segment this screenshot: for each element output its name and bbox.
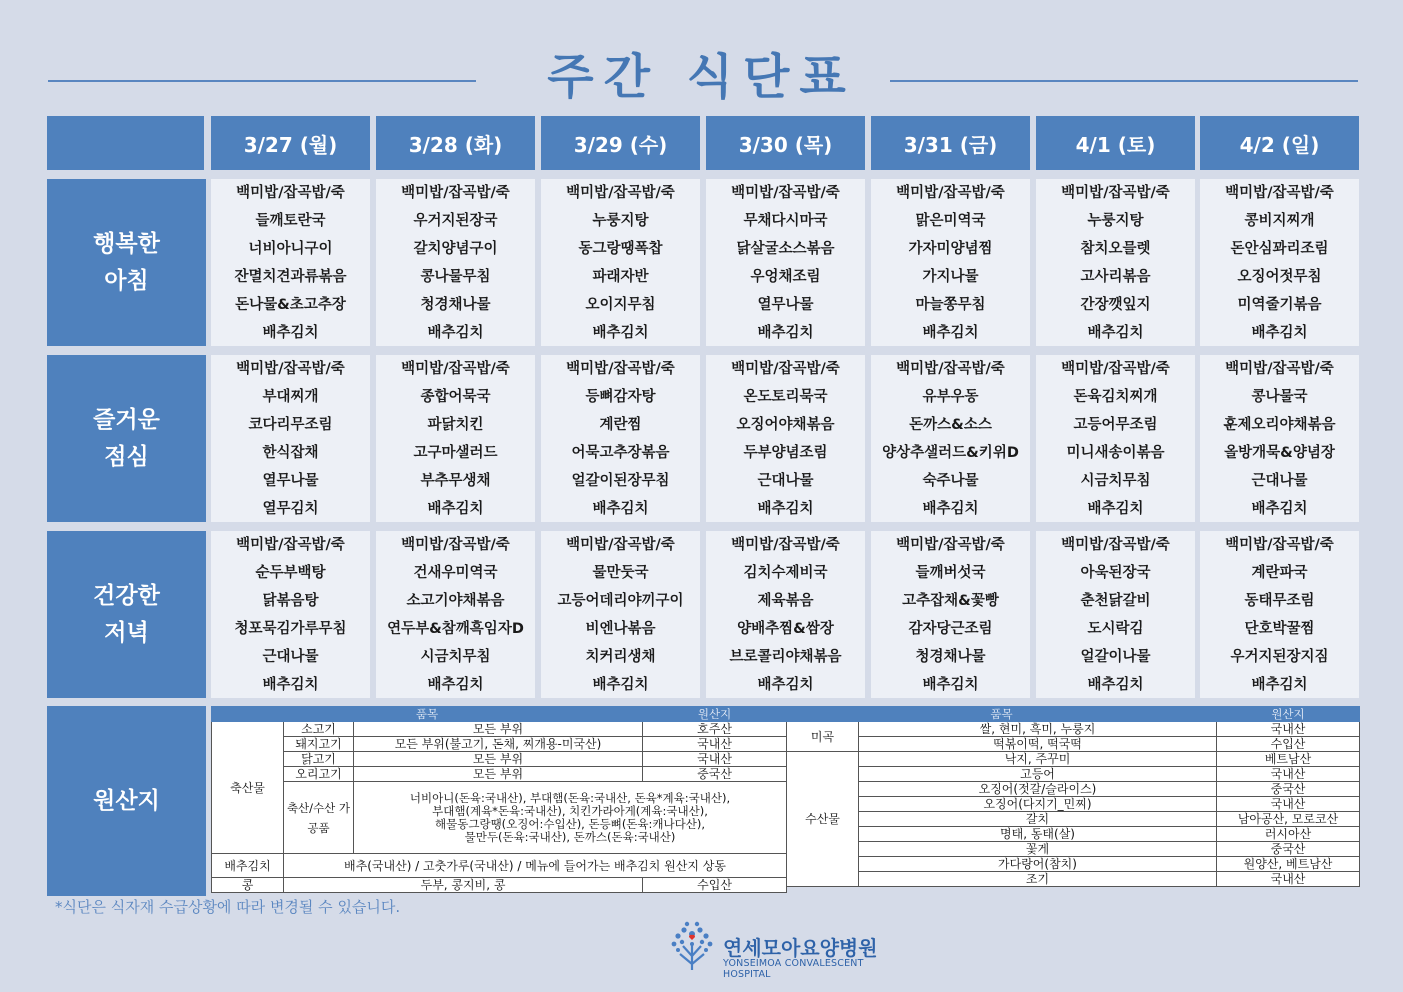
menu-item: 백미밥/잡곡밥/죽 — [1225, 185, 1334, 201]
menu-item: 돈육김치찌개 — [1073, 389, 1158, 405]
origin-country: 국내산 — [643, 737, 787, 752]
menu-item: 제육볶음 — [757, 593, 814, 609]
menu-item: 열무김치 — [262, 501, 319, 517]
meal-cell — [541, 179, 700, 346]
menu-item: 배추김치 — [1087, 677, 1144, 693]
origin-item: 갈치 — [859, 812, 1217, 827]
menu-item: 닭살굴소스볶음 — [736, 241, 835, 257]
menu-item: 우거지된장국 — [413, 213, 498, 229]
origin-country: 중국산 — [643, 767, 787, 782]
menu-item: 배추김치 — [1251, 501, 1308, 517]
menu-item: 두부양념조림 — [743, 445, 828, 461]
menu-item: 무채다시마국 — [743, 213, 828, 229]
menu-item: 닭볶음탕 — [262, 593, 319, 609]
origin-country: 러시아산 — [1217, 827, 1360, 842]
menu-item: 돈까스&소스 — [909, 417, 992, 433]
menu-item: 고구마샐러드 — [413, 445, 498, 461]
menu-item: 백미밥/잡곡밥/죽 — [236, 185, 345, 201]
menu-item: 훈제오리야채볶음 — [1223, 417, 1336, 433]
menu-item: 올방개묵&양념장 — [1224, 445, 1335, 461]
origin-item: 조기 — [859, 872, 1217, 887]
menu-item: 배추김치 — [757, 325, 814, 341]
meal-cell — [871, 355, 1030, 522]
kimchi-origin: 배추(국내산) / 고춧가루(국내산) / 메뉴에 들어가는 배추김치 원산지 상동 — [284, 854, 787, 878]
menu-item: 맑은미역국 — [915, 213, 986, 229]
menu-item: 근대나물 — [1251, 473, 1308, 489]
menu-item: 도시락김 — [1087, 621, 1144, 637]
menu-item: 계란파국 — [1251, 565, 1308, 581]
title-divider-left — [48, 80, 476, 82]
livestock-category: 축산물 — [212, 722, 284, 854]
menu-item: 백미밥/잡곡밥/죽 — [566, 361, 675, 377]
menu-item: 고사리볶음 — [1080, 269, 1151, 285]
meal-cell — [376, 531, 535, 698]
menu-item: 간장깻잎지 — [1080, 297, 1151, 313]
menu-item: 배추김치 — [427, 501, 484, 517]
day-header: 4/1 (토) — [1036, 116, 1195, 170]
menu-item: 청포묵김가루무침 — [234, 621, 347, 637]
origin-cat: 오리고기 — [284, 767, 354, 782]
meal-cell — [541, 531, 700, 698]
meal-cell — [1036, 355, 1195, 522]
processed-items — [354, 782, 787, 854]
menu-item: 가자미양념찜 — [908, 241, 993, 257]
menu-item: 치커리생채 — [585, 649, 656, 665]
corner-header — [47, 116, 204, 170]
meal-cell — [541, 355, 700, 522]
menu-item: 오이지무침 — [585, 297, 656, 313]
menu-item: 숙주나물 — [922, 473, 979, 489]
menu-item: 참치오믈렛 — [1080, 241, 1151, 257]
menu-item: 고등어데리야끼구이 — [557, 593, 684, 609]
menu-item: 콩나물무침 — [420, 269, 491, 285]
processed-line: 해물동그랑땡(오징어:수입산), 돈등뼈(돈육:캐나다산), — [435, 816, 705, 831]
origin-country: 국내산 — [643, 752, 787, 767]
menu-item: 물만둣국 — [592, 565, 649, 581]
meal-label-line: 아침 — [104, 267, 149, 294]
menu-item: 코다리무조림 — [248, 417, 333, 433]
menu-item: 백미밥/잡곡밥/죽 — [566, 185, 675, 201]
origin-table-livestock — [211, 706, 787, 893]
menu-item: 계란찜 — [599, 417, 642, 433]
kimchi-category: 배추김치 — [212, 854, 284, 878]
menu-item: 어묵고추장볶음 — [571, 445, 670, 461]
menu-item: 시금치무침 — [1080, 473, 1151, 489]
origin-cat: 소고기 — [284, 722, 354, 737]
menu-item: 미니새송이볶음 — [1066, 445, 1165, 461]
menu-item: 온도토리묵국 — [743, 389, 828, 405]
menu-item: 오징어젓무침 — [1237, 269, 1322, 285]
menu-item: 배추김치 — [592, 677, 649, 693]
meal-cell — [1200, 531, 1359, 698]
meal-cell — [1200, 179, 1359, 346]
origin-label: 원산지 — [47, 706, 206, 896]
origin-item: 고등어 — [859, 767, 1217, 782]
menu-item: 순두부백탕 — [255, 565, 326, 581]
origin-cat: 닭고기 — [284, 752, 354, 767]
menu-item: 갈치양념구이 — [413, 241, 498, 257]
menu-item: 배추김치 — [262, 325, 319, 341]
menu-item: 감자당근조림 — [908, 621, 993, 637]
menu-item: 등뼈감자탕 — [585, 389, 656, 405]
menu-item: 백미밥/잡곡밥/죽 — [401, 537, 510, 553]
menu-item: 들깨토란국 — [255, 213, 326, 229]
origin-table-grain-seafood — [786, 706, 1360, 887]
meal-cell — [706, 179, 865, 346]
menu-item: 고추잡채&꽃빵 — [902, 593, 999, 609]
meal-cell — [211, 531, 370, 698]
menu-item: 배추김치 — [1251, 677, 1308, 693]
menu-item: 비엔나볶음 — [585, 621, 656, 637]
menu-item: 너비아니구이 — [248, 241, 333, 257]
origin-item: 모든 부위 — [354, 722, 643, 737]
menu-item: 춘천닭갈비 — [1080, 593, 1151, 609]
meal-cell — [706, 355, 865, 522]
origin-country: 호주산 — [643, 722, 787, 737]
meal-label-line: 즐거운 — [93, 406, 160, 433]
menu-item: 누룽지탕 — [1087, 213, 1144, 229]
origin-item: 명태, 동태(살) — [859, 827, 1217, 842]
menu-item: 누룽지탕 — [592, 213, 649, 229]
tree-logo-icon — [665, 918, 719, 974]
processed-line: 부대햄(계육*돈육:국내산), 치킨가라아게(계육:국내산), — [432, 803, 708, 818]
origin-item: 떡볶이떡, 떡국떡 — [859, 737, 1217, 752]
meal-cell — [211, 179, 370, 346]
meal-cell — [1200, 355, 1359, 522]
menu-item: 얼갈이나물 — [1080, 649, 1151, 665]
menu-change-note: *식단은 식자재 수급상황에 따라 변경될 수 있습니다. — [55, 898, 401, 916]
origin-country: 국내산 — [1217, 872, 1360, 887]
menu-item: 유부우동 — [922, 389, 979, 405]
menu-item: 백미밥/잡곡밥/죽 — [1061, 361, 1170, 377]
menu-item: 우거지된장지짐 — [1230, 649, 1329, 665]
menu-item: 백미밥/잡곡밥/죽 — [896, 185, 1005, 201]
menu-item: 배추김치 — [262, 677, 319, 693]
meal-cell — [376, 355, 535, 522]
meal-label-line: 건강한 — [93, 582, 160, 609]
meal-label-line: 저녁 — [104, 619, 149, 646]
menu-item: 소고기야채볶음 — [406, 593, 505, 609]
origin-country: 중국산 — [1217, 782, 1360, 797]
origin-country: 베트남산 — [1217, 752, 1360, 767]
origin-item: 모든 부위 — [354, 767, 643, 782]
meal-cell — [211, 355, 370, 522]
origin-country: 원양산, 베트남산 — [1217, 857, 1360, 872]
menu-item: 배추김치 — [1087, 325, 1144, 341]
menu-item: 한식잡채 — [262, 445, 319, 461]
menu-item: 배추김치 — [592, 325, 649, 341]
menu-item: 배추김치 — [922, 677, 979, 693]
meal-label — [47, 355, 206, 522]
origin-country: 중국산 — [1217, 842, 1360, 857]
page-title: 주간 식단표 — [547, 49, 856, 105]
meal-label-line: 점심 — [104, 443, 149, 470]
menu-item: 콩비지찌개 — [1244, 213, 1315, 229]
menu-item: 백미밥/잡곡밥/죽 — [1225, 361, 1334, 377]
menu-item: 부추무생채 — [420, 473, 491, 489]
menu-item: 우엉채조림 — [750, 269, 821, 285]
menu-item: 배추김치 — [757, 501, 814, 517]
menu-item: 미역줄기볶음 — [1237, 297, 1322, 313]
grain-category: 미곡 — [787, 722, 859, 752]
menu-item: 백미밥/잡곡밥/죽 — [236, 537, 345, 553]
menu-item: 얼갈이된장무침 — [571, 473, 670, 489]
menu-item: 마늘쫑무침 — [915, 297, 986, 313]
menu-item: 배추김치 — [922, 325, 979, 341]
origin-item: 오징어(다지기_민찌) — [859, 797, 1217, 812]
menu-item: 동태무조림 — [1244, 593, 1315, 609]
menu-item: 청경채나물 — [420, 297, 491, 313]
origin-item: 쌀, 현미, 흑미, 누룽지 — [859, 722, 1217, 737]
menu-item: 백미밥/잡곡밥/죽 — [731, 537, 840, 553]
meal-label — [47, 531, 206, 698]
menu-item: 백미밥/잡곡밥/죽 — [731, 361, 840, 377]
meal-cell — [1036, 531, 1195, 698]
menu-item: 종합어묵국 — [420, 389, 491, 405]
menu-item: 근대나물 — [262, 649, 319, 665]
menu-item: 배추김치 — [922, 501, 979, 517]
menu-item: 들깨버섯국 — [915, 565, 986, 581]
menu-item: 연두부&참깨흑임자D — [387, 621, 524, 637]
menu-item: 콩나물국 — [1251, 389, 1308, 405]
menu-item: 백미밥/잡곡밥/죽 — [566, 537, 675, 553]
day-header: 3/29 (수) — [541, 116, 700, 170]
hospital-name: 연세모아요양병원 — [723, 936, 878, 960]
menu-item: 열무나물 — [757, 297, 814, 313]
origin-country: 국내산 — [1217, 767, 1360, 782]
hospital-name-en: YONSEIMOA CONVALESCENT HOSPITAL — [723, 958, 864, 980]
menu-item: 백미밥/잡곡밥/죽 — [1061, 185, 1170, 201]
origin-item: 모든 부위 — [354, 752, 643, 767]
menu-item: 배추김치 — [757, 677, 814, 693]
menu-item: 돈안심꽈리조림 — [1230, 241, 1329, 257]
menu-item: 건새우미역국 — [413, 565, 498, 581]
meal-label-line: 행복한 — [93, 230, 160, 257]
menu-item: 잔멸치견과류볶음 — [234, 269, 347, 285]
col-item-header: 품목 — [212, 707, 643, 722]
menu-item: 파닭치킨 — [427, 417, 484, 433]
meal-cell — [1036, 179, 1195, 346]
menu-item: 백미밥/잡곡밥/죽 — [1061, 537, 1170, 553]
meal-cell — [706, 531, 865, 698]
menu-item: 근대나물 — [757, 473, 814, 489]
menu-item: 백미밥/잡곡밥/죽 — [401, 361, 510, 377]
menu-item: 돈나물&초고추장 — [235, 297, 346, 313]
menu-item: 파래자반 — [592, 269, 649, 285]
menu-item: 가지나물 — [922, 269, 979, 285]
bean-category: 콩 — [212, 878, 284, 893]
bean-origin: 수입산 — [643, 878, 787, 893]
title-divider-right — [890, 80, 1358, 82]
meal-label — [47, 179, 206, 346]
menu-item: 배추김치 — [1087, 501, 1144, 517]
meal-cell — [376, 179, 535, 346]
menu-item: 고등어무조림 — [1073, 417, 1158, 433]
processed-category: 축산/수산 가공품 — [284, 782, 354, 854]
menu-item: 양배추찜&쌈장 — [737, 621, 834, 637]
col-item-header: 품목 — [787, 707, 1217, 722]
menu-item: 김치수제비국 — [743, 565, 828, 581]
menu-item: 배추김치 — [427, 677, 484, 693]
menu-item: 배추김치 — [592, 501, 649, 517]
menu-item: 부대찌개 — [262, 389, 319, 405]
col-origin-header: 원산지 — [643, 707, 787, 722]
origin-country: 남아공산, 모로코산 — [1217, 812, 1360, 827]
menu-item: 열무나물 — [262, 473, 319, 489]
origin-item: 꽃게 — [859, 842, 1217, 857]
day-header: 3/27 (월) — [211, 116, 370, 170]
origin-cat: 돼지고기 — [284, 737, 354, 752]
menu-item: 브로콜리야채볶음 — [729, 649, 842, 665]
meal-cell — [871, 531, 1030, 698]
menu-item: 백미밥/잡곡밥/죽 — [401, 185, 510, 201]
day-header: 3/30 (목) — [706, 116, 865, 170]
menu-item: 동그랑땡폭찹 — [578, 241, 663, 257]
menu-item: 아욱된장국 — [1080, 565, 1151, 581]
origin-country: 수입산 — [1217, 737, 1360, 752]
col-origin-header: 원산지 — [1217, 707, 1360, 722]
menu-item: 백미밥/잡곡밥/죽 — [236, 361, 345, 377]
menu-item: 백미밥/잡곡밥/죽 — [896, 537, 1005, 553]
seafood-category: 수산물 — [787, 752, 859, 887]
menu-item: 백미밥/잡곡밥/죽 — [896, 361, 1005, 377]
menu-item: 양상추샐러드&키위D — [882, 445, 1019, 461]
menu-item: 청경채나물 — [915, 649, 986, 665]
menu-item: 배추김치 — [427, 325, 484, 341]
origin-item: 낙지, 주꾸미 — [859, 752, 1217, 767]
hospital-logo — [665, 918, 895, 980]
processed-line: 물만두(돈육:국내산), 돈까스(돈육:국내산) — [464, 829, 676, 844]
menu-item: 백미밥/잡곡밥/죽 — [1225, 537, 1334, 553]
menu-item: 오징어야채볶음 — [736, 417, 835, 433]
origin-country: 국내산 — [1217, 722, 1360, 737]
origin-country: 국내산 — [1217, 797, 1360, 812]
menu-item: 백미밥/잡곡밥/죽 — [731, 185, 840, 201]
menu-item: 시금치무침 — [420, 649, 491, 665]
menu-item: 배추김치 — [1251, 325, 1308, 341]
origin-item: 오징어(젓갈/슬라이스) — [859, 782, 1217, 797]
processed-line: 너비아니(돈육:국내산), 부대햄(돈육:국내산, 돈육*계육:국내산), — [409, 790, 731, 805]
day-header: 3/28 (화) — [376, 116, 535, 170]
origin-item: 가다랑어(참치) — [859, 857, 1217, 872]
day-header: 3/31 (금) — [871, 116, 1030, 170]
meal-cell — [871, 179, 1030, 346]
day-header: 4/2 (일) — [1200, 116, 1359, 170]
bean-items: 두부, 콩지비, 콩 — [284, 878, 643, 893]
menu-item: 단호박꿀찜 — [1244, 621, 1315, 637]
origin-item: 모든 부위(불고기, 돈채, 찌개용-미국산) — [354, 737, 643, 752]
